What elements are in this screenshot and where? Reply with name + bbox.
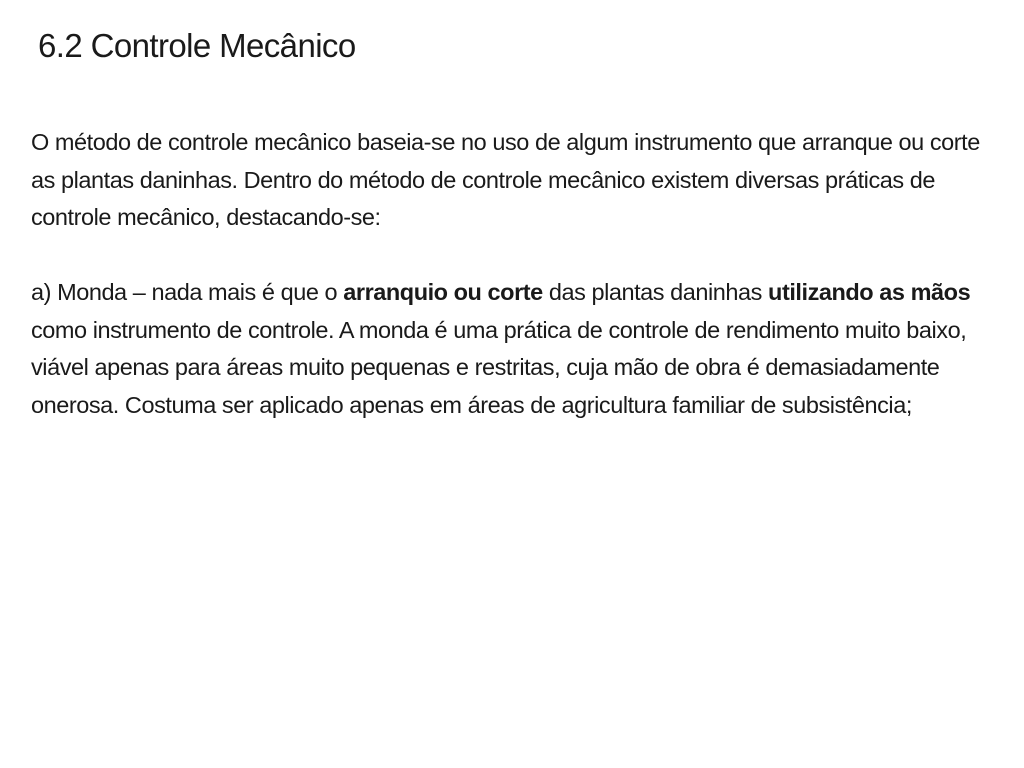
intro-paragraph: O método de controle mecânico baseia-se no uso de algum instrumento que arranque ou corte as plantas daninhas. Dentro do método de controle mecânico existem diversas práticas de controle mecânico, destacando-se: (31, 129, 980, 230)
item-a-paragraph (31, 274, 996, 424)
item-a-text-1: a) Monda – nada mais é que o (31, 279, 344, 305)
item-a-bold-2: utilizando as mãos (768, 279, 971, 305)
item-a-bold-1: arranquio ou corte (343, 279, 543, 305)
slide-title: 6.2 Controle Mecânico (38, 27, 356, 64)
slide-body (31, 124, 996, 424)
item-a-text-3: como instrumento de controle. A monda é uma prática de controle de rendimento muito baixo, viável apenas para áreas muito pequenas e restritas, cuja mão de obra é demasiadamente onerosa. Costuma ser aplicado apenas em áreas de agricultura familiar de subsistência; (31, 316, 967, 418)
item-a-text-2: das plantas daninhas (542, 279, 769, 305)
